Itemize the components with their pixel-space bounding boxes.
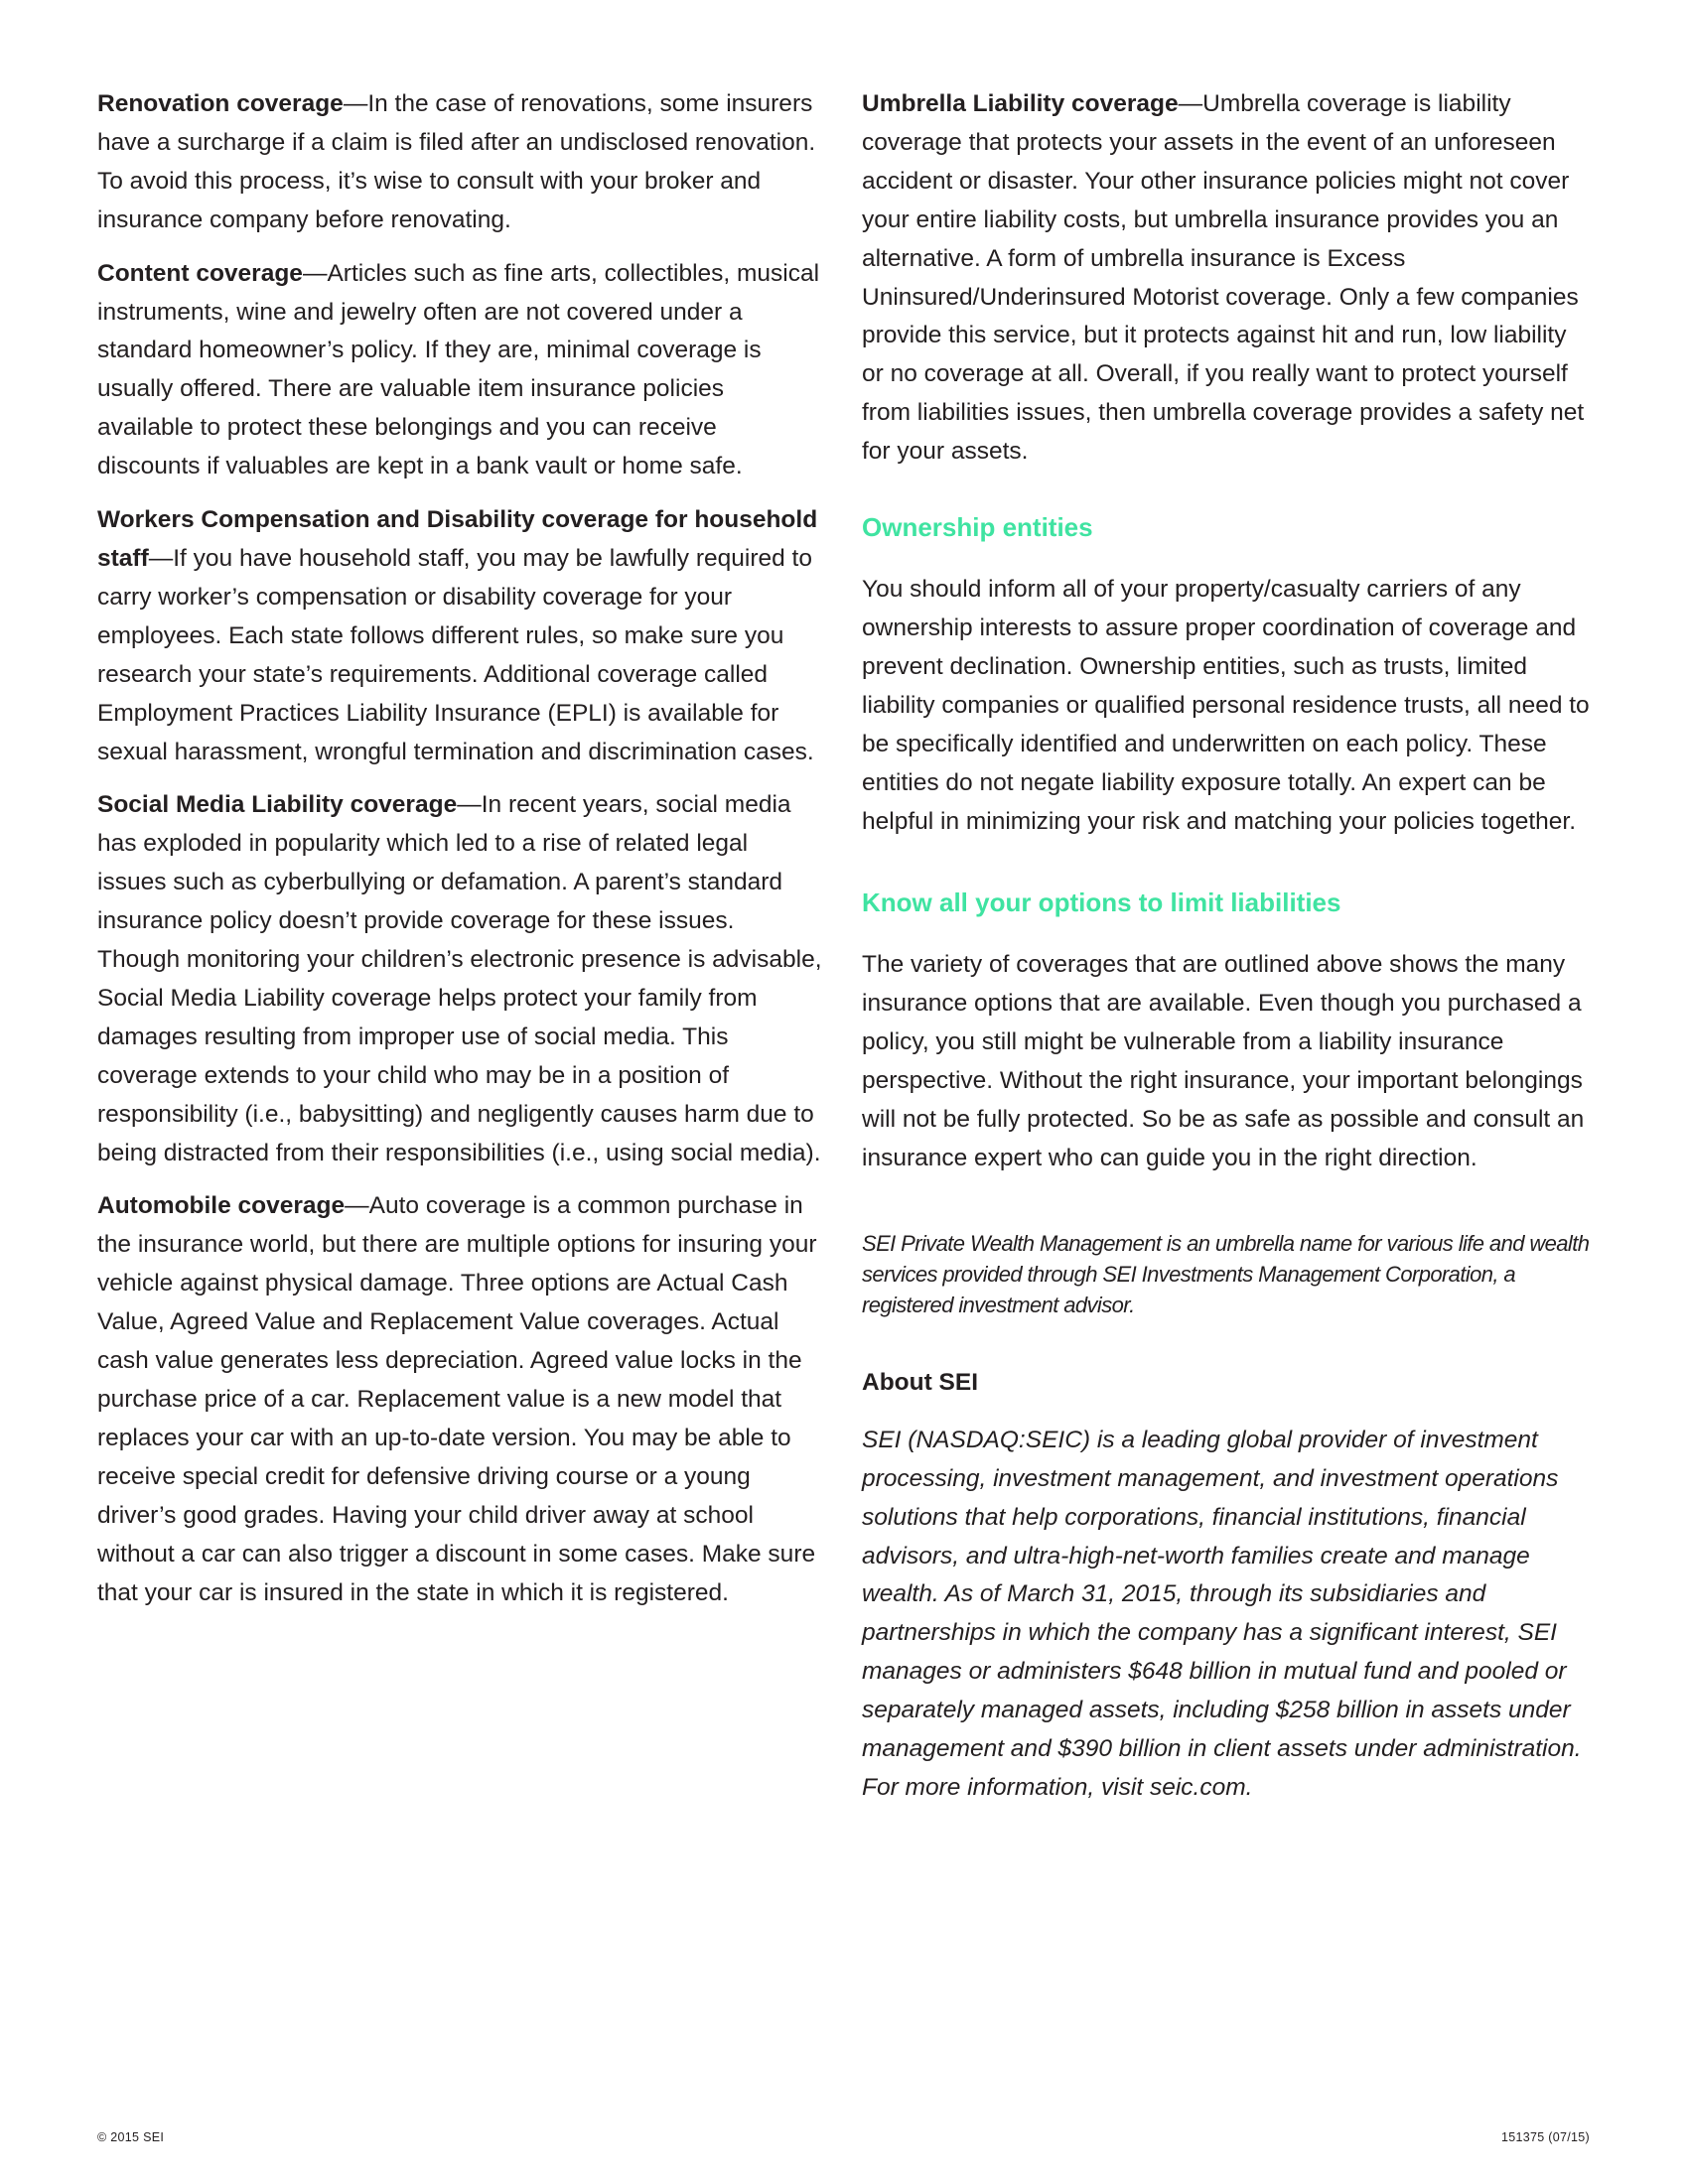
ownership-entities-heading: Ownership entities xyxy=(862,512,1093,543)
em-dash: — xyxy=(148,544,174,572)
em-dash: — xyxy=(1178,90,1203,117)
content-coverage-paragraph xyxy=(97,255,822,486)
about-sei-title: About SEI xyxy=(862,1368,979,1396)
automobile-coverage-paragraph xyxy=(97,1187,822,1612)
content-coverage-term: Content coverage xyxy=(97,259,303,287)
em-dash: — xyxy=(457,791,482,819)
em-dash: — xyxy=(345,1192,369,1220)
renovation-coverage-text: In the case of renovations, some insurers have a surcharge if a claim is filed after an undisclosed renovation. To avoid this process, it’s wise to consult with your broker and insurance company before renovating. xyxy=(97,90,816,233)
ownership-entities-text: You should inform all of your property/casualty carriers of any ownership interests to assure proper coordination of coverage and prevent declination. Ownership entities, such as trusts, limited liability companies or qualified personal residence trusts, all need to be specifically identified and underwritten on each policy. These entities do not negate liability exposure totally. An expert can be helpful in minimizing your risk and matching your policies together. xyxy=(862,576,1590,835)
em-dash: — xyxy=(343,90,368,117)
document-code-footer: 151375 (07/15) xyxy=(1501,2130,1590,2144)
workers-compensation-term: Workers Compensation and Disability coverage for household staff xyxy=(97,506,818,572)
options-text: The variety of coverages that are outlined above shows the many insurance options that are available. Even though you purchased a policy, you still might be vulnerable from a liability insurance perspective. Without the right insurance, your important belongings will not be fully protected. So be as safe as possible and consult an insurance expert who can guide you in the right direction. xyxy=(862,951,1585,1171)
renovation-coverage-term: Renovation coverage xyxy=(97,90,344,117)
renovation-coverage-paragraph xyxy=(97,85,822,240)
umbrella-liability-paragraph xyxy=(862,85,1592,472)
umbrella-liability-term: Umbrella Liability coverage xyxy=(862,90,1179,117)
social-media-liability-paragraph xyxy=(97,786,822,1172)
content-coverage-text: Articles such as fine arts, collectibles, musical instruments, wine and jewelry often are not covered under a standard homeowner’s policy. If they are, minimal coverage is usually offered. There are valuable item insurance policies available to protect these belongings and you can receive discounts if valuables are kept in a bank vault or home safe. xyxy=(97,259,820,480)
automobile-coverage-term: Automobile coverage xyxy=(97,1192,346,1220)
social-media-liability-term: Social Media Liability coverage xyxy=(97,791,458,819)
options-heading: Know all your options to limit liabilities xyxy=(862,887,1341,918)
about-sei-text: SEI (NASDAQ:SEIC) is a leading global provider of investment processing, investment management, and investment operations solutions that help corporations, financial institutions, financial advisors, and ultra-high-net-worth families create and manage wealth. As of March 31, 2015, through its subsidiaries and partnerships in which the company has a significant interest, SEI manages or administers $648 billion in mutual fund and pooled or separately managed assets, including $258 billion in assets under management and $390 billion in client assets under administration. For more information, visit seic.com. xyxy=(862,1426,1582,1801)
right-column xyxy=(862,85,1592,1808)
umbrella-liability-text: Umbrella coverage is liability coverage that protects your assets in the event of an unforeseen accident or disaster. Your other insurance policies might not cover your entire liability costs, but umbrella insurance provides you an alternative. A form of umbrella insurance is Excess Uninsured/Underinsured Motorist coverage. Only a few companies provide this service, but it protects against hit and run, low liability or no coverage at all. Overall, if you really want to protect yourself from liabilities issues, then umbrella coverage provides a safety net for your assets. xyxy=(862,90,1585,466)
copyright-footer: © 2015 SEI xyxy=(97,2130,165,2144)
automobile-coverage-text: Auto coverage is a common purchase in the insurance world, but there are multiple options for insuring your vehicle against physical damage. Three options are Actual Cash Value, Agreed Value and Replacement Value coverages. Actual cash value generates less depreciation. Agreed value locks in the purchase price of a car. Replacement value is a new model that replaces your car with an up-to-date version. You may be able to receive special credit for defensive driving course or a young driver’s good grades. Having your child driver away at school without a car can also trigger a discount in some cases. Make sure that your car is insured in the state in which it is registered. xyxy=(97,1192,817,1606)
social-media-liability-text: In recent years, social media has exploded in popularity which led to a rise of related legal issues such as cyberbullying or defamation. A parent’s standard insurance policy doesn’t provide coverage for these issues. Though monitoring your children’s electronic presence is advisable, Social Media Liability coverage helps protect your family from damages resulting from improper use of social media. This coverage extends to your child who may be in a position of responsibility (i.e., babysitting) and negligently causes harm due to being distracted from their responsibilities (i.e., using social media). xyxy=(97,791,822,1166)
workers-compensation-text: If you have household staff, you may be lawfully required to carry worker’s compensation or disability coverage for your employees. Each state follows different rules, so make sure you research your state’s requirements. Additional coverage called Employment Practices Liability Insurance (EPLI) is available for sexual harassment, wrongful termination and discrimination cases. xyxy=(97,544,814,765)
workers-compensation-paragraph xyxy=(97,501,822,771)
left-column xyxy=(97,85,822,1627)
em-dash: — xyxy=(302,259,328,287)
disclaimer-note: SEI Private Wealth Management is an umbrella name for various life and wealth services provided through SEI Investments Management Corporation, a registered investment advisor. xyxy=(862,1230,1590,1317)
